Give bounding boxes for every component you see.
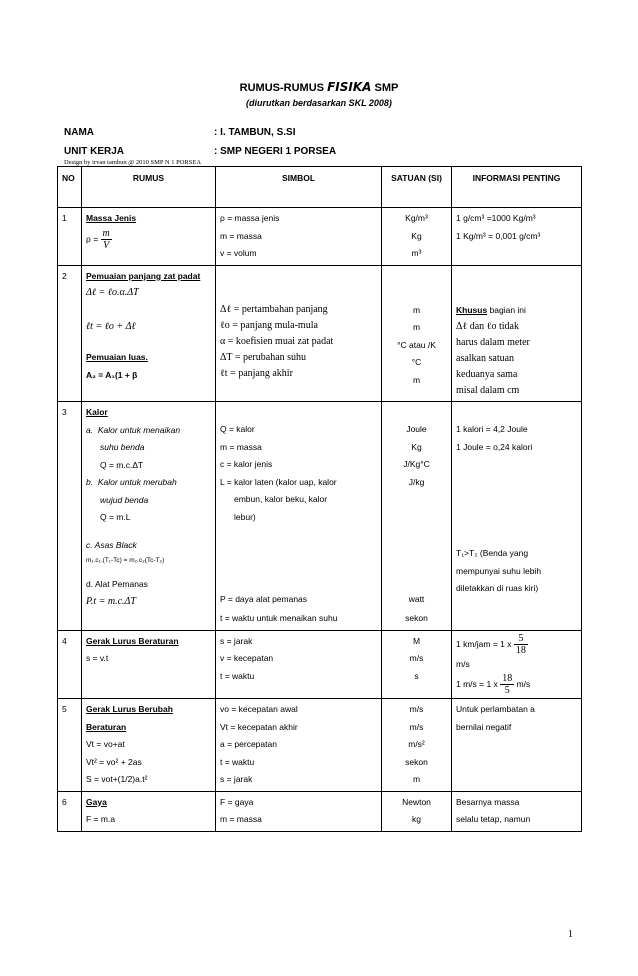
row-number: 4 <box>58 630 82 699</box>
simbol-cell: s = jarak v = kecepatan t = waktu <box>216 630 382 699</box>
simbol-cell: vo = kecepatan awal Vt = kecepatan akhir a = percepatan t = waktu s = jarak <box>216 699 382 792</box>
row-title: Pemuaian panjang zat padat <box>86 270 201 281</box>
nama-label: NAMA <box>64 127 94 138</box>
rumus-cell: Kalor a. Kalor untuk menaikan suhu benda Q = m.c.ΔT b. Kalor untuk merubah wujud benda Q = m.L c. Asas Black m₁.c₁.(T₁-Tc) = m₂.c₂(Tc-T₂) d. Alat Pemanas P.t = m.c.ΔT <box>82 402 216 631</box>
fraction: $\frac{m}{V}$ <box>102 227 110 251</box>
row-title: Gerak Lurus Berubah Beraturan <box>86 704 173 732</box>
info-cell: 1 kalori = 4,2 Joule 1 Joule = o,24 kalori T₁>T₂ (Benda yang mempunyai suhu lebih diletakkan di ruas kiri) <box>452 402 582 631</box>
satuan-cell: Kg/m³ Kg m³ <box>382 208 452 266</box>
title-suffix: SMP <box>371 82 399 94</box>
rumus-cell <box>82 699 216 792</box>
unit-row <box>64 146 337 157</box>
formula: m₁.c₁.(T₁-Tc) = m₂.c₂(Tc-T₂) <box>86 557 165 564</box>
unit-label: UNIT KERJA <box>64 146 125 157</box>
satuan-cell: m m °C atau /K °C m <box>382 265 452 402</box>
row-title: Massa Jenis <box>86 213 137 223</box>
formula: F = m.a <box>86 814 116 824</box>
header-informasi: INFORMASI PENTING <box>452 167 582 208</box>
row-title: Kalor <box>86 407 108 417</box>
title-fisika: FISIKA <box>327 80 372 94</box>
header-no: NO <box>58 167 82 208</box>
formula: Q = m.L <box>100 512 131 522</box>
row-title: Gaya <box>86 796 107 807</box>
header-rumus: RUMUS <box>82 167 216 208</box>
formula: P.t = m.c.ΔT <box>86 595 136 607</box>
design-credit: Design by irvan tambun @ 2010 SMP N 1 PORSEA <box>64 159 202 166</box>
row-title: Gerak Lurus Beraturan <box>86 635 179 646</box>
formula-table <box>57 166 582 832</box>
formula: S = vot+(1/2)a.t² <box>86 774 148 784</box>
table-row <box>58 265 582 402</box>
row-number: 1 <box>58 208 82 266</box>
formula: ρ = $\frac{m}{V}$ <box>86 227 110 251</box>
satuan-cell: m/s m/s m/s² sekon m <box>382 699 452 792</box>
satuan-cell: M m/s s <box>382 630 452 699</box>
row-number: 2 <box>58 265 82 402</box>
simbol-cell: Q = kalor m = massa c = kalor jenis L = kalor laten (kalor uap, kalor embun, kalor beku, kalor lebur) P = daya alat pemanas t = waktu untuk menaikan suhu <box>216 402 382 631</box>
formula: Vt² = vo² + 2as <box>86 756 142 767</box>
formula: ℓt = ℓo + Δℓ <box>86 321 136 332</box>
info-cell: Besarnya massa selalu tetap, namun <box>452 791 582 831</box>
formula: s = v.t <box>86 653 109 663</box>
info-cell: 1 km/jam = 1 x $\frac{5}{18}$ m/s 1 m/s = 1 x $\frac{18}{5}$ m/s <box>452 630 582 699</box>
formula: Vt = vo+at <box>86 739 125 749</box>
header-simbol: SIMBOL <box>216 167 382 208</box>
nama-row <box>64 127 296 138</box>
table-header-row <box>58 167 582 208</box>
simbol-cell: ρ = massa jenis m = massa v = volum <box>216 208 382 266</box>
info-cell: Khusus bagian ini Δℓ dan ℓo tidak harus dalam meter asalkan satuan keduanya sama misal dalam cm <box>452 265 582 402</box>
table-row <box>58 791 582 831</box>
document-title <box>0 80 638 94</box>
info-cell: 1 g/cm³ =1000 Kg/m³ 1 Kg/m³ = 0,001 g/cm³ <box>452 208 582 266</box>
satuan-cell: Joule Kg J/Kg°C J/kg watt sekon <box>382 402 452 631</box>
rumus-cell <box>82 791 216 831</box>
document-subtitle: (diurutkan berdasarkan SKL 2008) <box>246 98 392 108</box>
row-number: 3 <box>58 402 82 631</box>
unit-value: : SMP NEGERI 1 PORSEA <box>214 146 337 157</box>
row-number: 6 <box>58 791 82 831</box>
page-number: 1 <box>568 929 573 940</box>
formula: Δℓ = ℓo.α.ΔT <box>86 287 139 298</box>
header-satuan: SATUAN (SI) <box>382 167 452 208</box>
table-row <box>58 208 582 266</box>
table-row <box>58 630 582 699</box>
formula: A₂ = A₁(1 + β <box>86 369 138 380</box>
rumus-cell <box>82 630 216 699</box>
nama-value: : I. TAMBUN, S.SI <box>214 127 296 138</box>
rumus-cell <box>82 265 216 402</box>
table-row <box>58 699 582 792</box>
row-number: 5 <box>58 699 82 792</box>
row-subtitle: Pemuaian luas. <box>86 352 148 362</box>
table-row <box>58 402 582 631</box>
fraction: $\frac{18}{5}$ <box>502 673 513 696</box>
rumus-cell <box>82 208 216 266</box>
simbol-cell: F = gaya m = massa <box>216 791 382 831</box>
fraction: $\frac{5}{18}$ <box>515 632 526 656</box>
info-cell: Untuk perlambatan a bernilai negatif <box>452 699 582 792</box>
formula: Q = m.c.ΔT <box>100 459 144 470</box>
satuan-cell: Newton kg <box>382 791 452 831</box>
simbol-cell: Δℓ = pertambahan panjang ℓo = panjang mula-mula α = koefisien muai zat padat ΔT = perubahan suhu ℓt = panjang akhir <box>216 265 382 402</box>
title-prefix: RUMUS-RUMUS <box>239 82 328 94</box>
